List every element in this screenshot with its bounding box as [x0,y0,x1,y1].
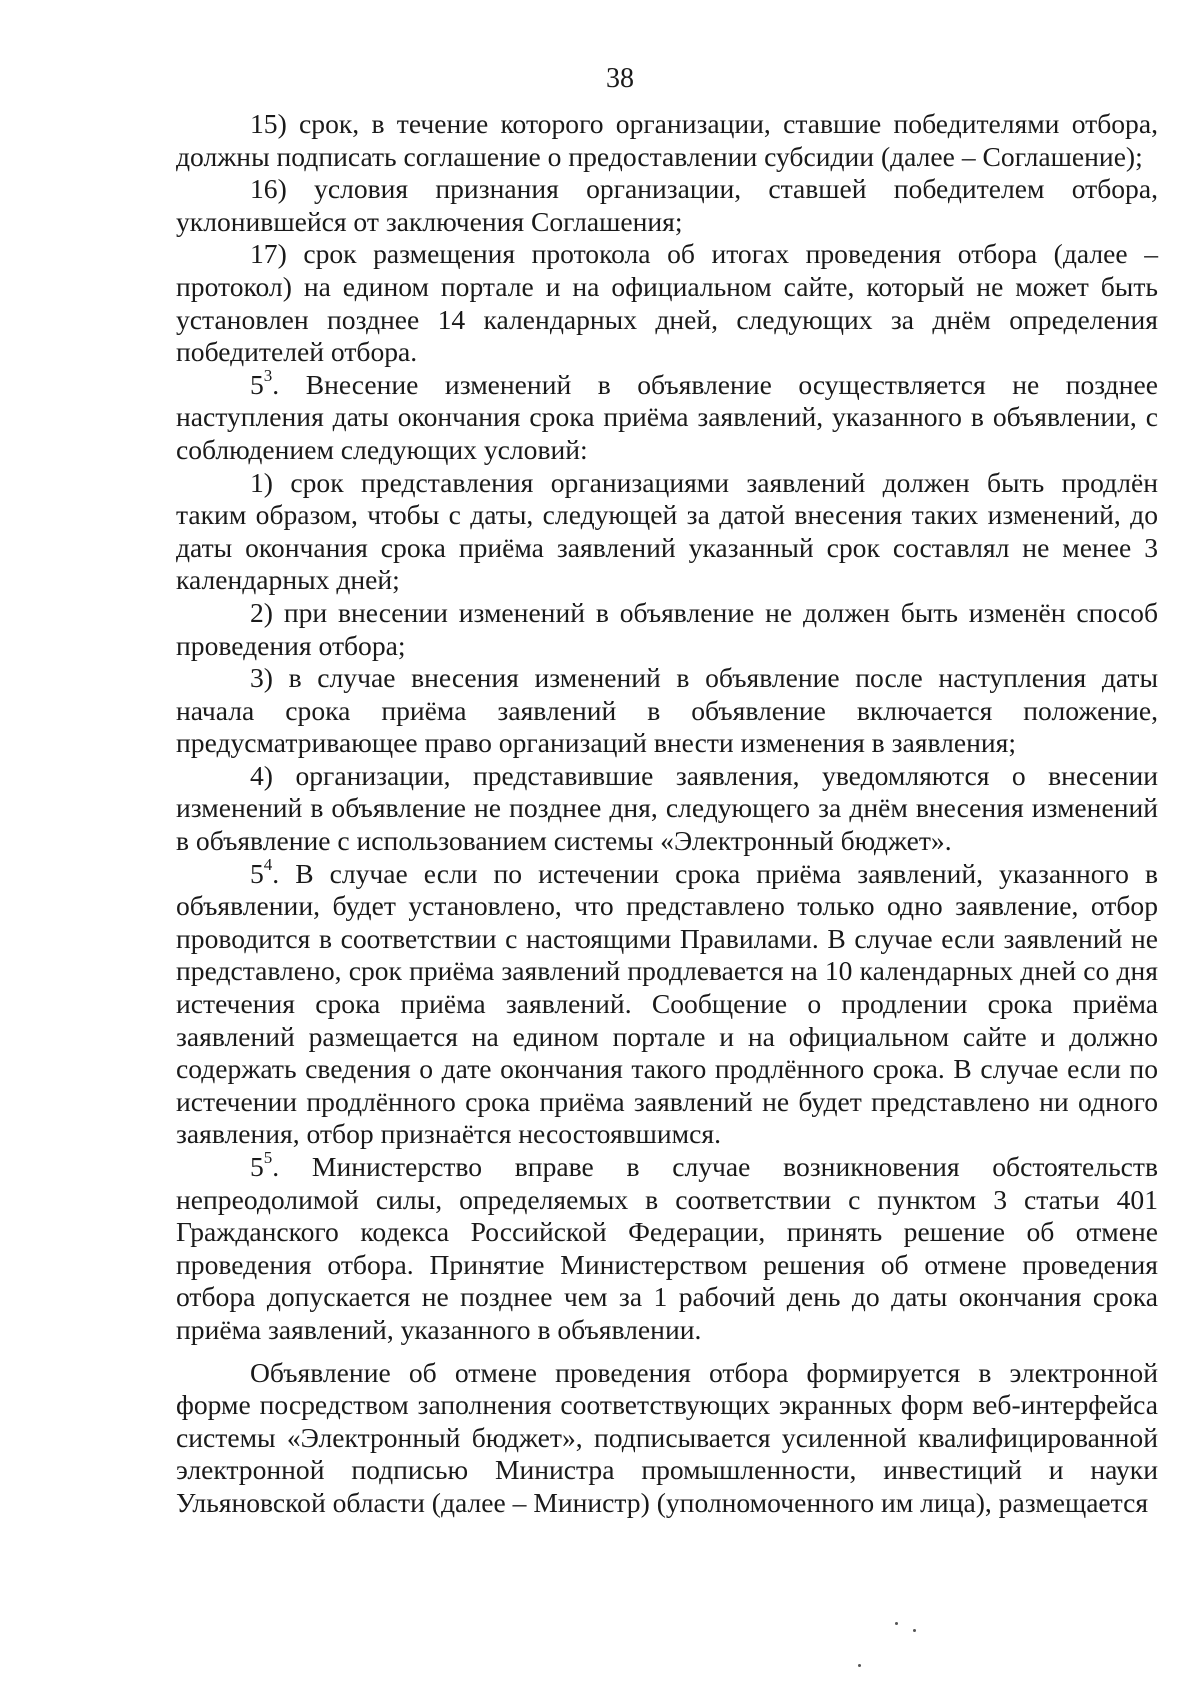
item-17: 17) срок размещения протокола об итогах проведения отбора (далее – протокол) на едином портале и на официальном сайте, который не может быть установлен позднее 14 календарных дней, следующих за днём определения победителей отбора. [176,238,1158,368]
condition-4: 4) организации, представившие заявления, уведомляются о внесении изменений в объявление не позднее дня, следующего за днём внесения изменений в объявление с использованием системы «Электронный бюджет». [176,759,1158,857]
clause-text: . Внесение изменений в объявление осуществляется не позднее наступления даты окончания срока приёма заявлений, указанного в объявлении, с соблюдением следующих условий: [176,368,1158,465]
clause-5-4 [176,854,1158,1151]
scan-speck [858,1664,861,1667]
condition-1: 1) срок представления организациями заявлений должен быть продлён таким образом, чтобы с даты, следующей за датой внесения таких изменений, до даты окончания срока приёма заявлений указанный срок составлял не менее 3 календарных дней; [176,466,1158,596]
clause-5-3 [176,365,1158,467]
cancellation-paragraph: Объявление об отмене проведения отбора формируется в электронной форме посредством заполнения соответствующих экранных форм веб-интерфейса системы «Электронный бюджет», подписывается усиленной квалифицированной электронной подписью Министра промышленности, инвестиций и науки Ульяновской области (далее – Министр) (уполномоченного им лица), размещается [176,1356,1158,1518]
clause-superscript: 3 [263,365,273,385]
clause-number: 5 [250,1151,264,1182]
document-body [176,108,1158,1520]
clause-text: . Министерство вправе в случае возникновения обстоятельств непреодолимой силы, определяемых в соответствии с пунктом 3 статьи 401 Гражданского кодекса Российской Федерации, принять решение об отмене проведения отбора. Принятие Министерством решения об отмене проведения отбора допускается не позднее чем за 1 рабочий день до даты окончания срока приёма заявлений, указанного в объявлении. [176,1151,1158,1345]
condition-2: 2) при внесении изменений в объявление не должен быть изменён способ проведения отбора; [176,596,1158,661]
item-16: 16) условия признания организации, ставшей победителем отбора, уклонившейся от заключения Соглашения; [176,173,1158,237]
clause-5-5 [176,1148,1158,1347]
clause-superscript: 4 [263,854,273,874]
clause-superscript: 5 [263,1148,273,1167]
clause-number: 5 [250,857,264,889]
clause-number: 5 [250,368,264,400]
condition-3: 3) в случае внесения изменений в объявление после наступления даты начала срока приёма заявлений в объявление включается положение, предусматривающее право организаций внести изменения в заявления; [176,662,1158,759]
page-number: 38 [606,63,634,94]
scan-speck [895,1622,898,1625]
item-15: 15) срок, в течение которого организации, ставшие победителями отбора, должны подписать соглашение о предоставлении субсидии (далее – Соглашение); [176,108,1158,172]
scan-speck [913,1629,916,1632]
clause-text: . В случае если по истечении срока приёма заявлений, указанного в объявлении, будет установлено, что представлено только одно заявление, отбор проводится в соответствии с настоящими Правилами. В случае если заявлений не представлено, срок приёма заявлений продлевается на 10 календарных дней со дня истечения срока приёма заявлений. Сообщение о продлении срока приёма заявлений размещается на едином портале и на официальном сайте и должно содержать сведения о дате окончания такого продлённого срока. В случае если по истечении продлённого срока приёма заявлений не будет представлено ни одного заявления, отбор признаётся несостоявшимся. [176,857,1158,1150]
